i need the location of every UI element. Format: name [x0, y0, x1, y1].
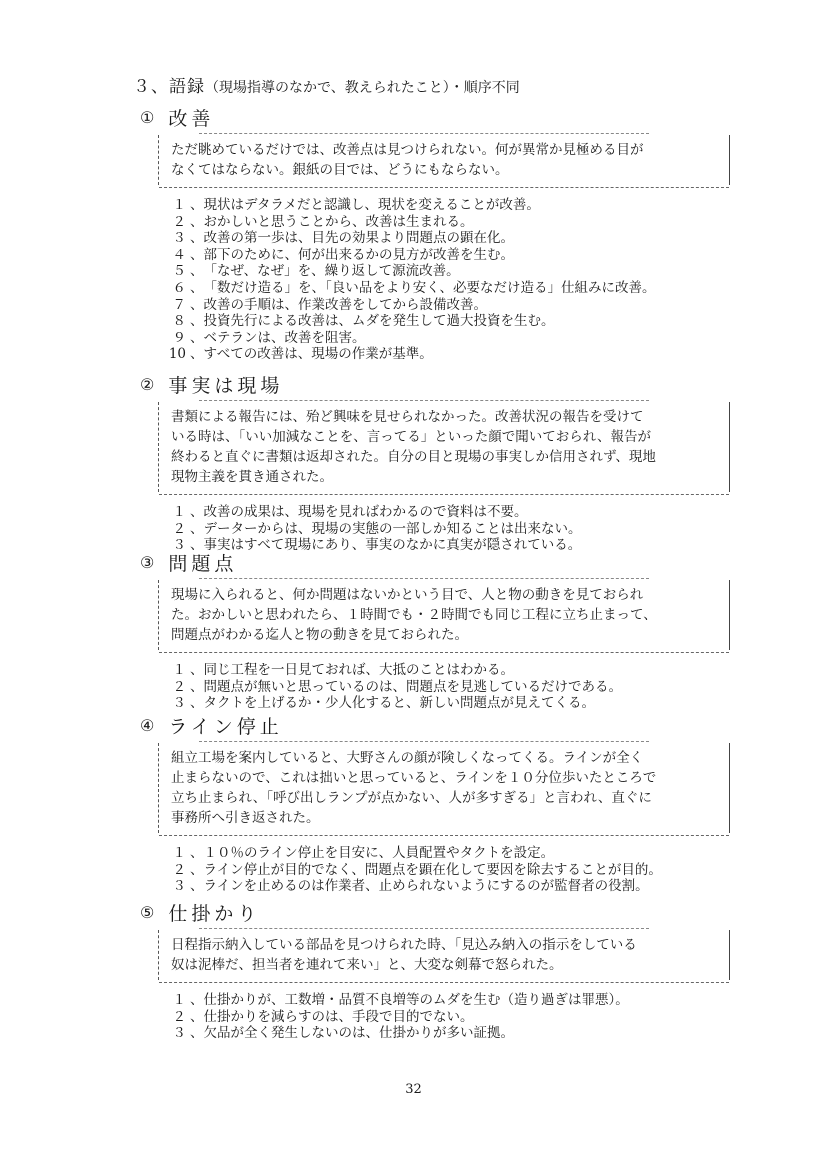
section-number: ③	[140, 552, 155, 572]
list-item-number: ７	[172, 296, 186, 313]
list-item-text: 改善の成果は、現場を見ればわかるので資料は不要。	[203, 504, 528, 520]
page-number: 32	[405, 1082, 422, 1097]
list-item	[158, 992, 730, 1009]
section-title	[140, 900, 730, 924]
list-separator: 、	[190, 678, 204, 695]
anecdote-line: 奴は泥棒だ、担当者を連れて来い」と、大変な剣幕で怒られた。	[171, 957, 563, 973]
list-item	[158, 679, 730, 696]
list-item	[158, 845, 730, 862]
list-separator: 、	[190, 537, 204, 554]
lesson-list	[158, 992, 730, 1042]
section-5	[140, 900, 730, 1042]
section-title	[140, 713, 730, 737]
anecdote-line: 現場に入られると、何か問題はないかという目で、人と物の動きを見ておられ	[171, 587, 644, 603]
list-item-text: 仕掛かりが、工数増・品質不良増等のムダを生む（造り過ぎは罪悪）。	[203, 992, 629, 1008]
list-item-text: 部下のために、何が出来るかの見方が改善を生む。	[203, 246, 514, 263]
anecdote-box	[158, 743, 730, 833]
list-separator: 、	[190, 504, 204, 520]
list-item-number: ３	[172, 695, 186, 712]
list-separator: 、	[190, 346, 204, 363]
list-item-text: 投資先行による改善は、ムダを発生して過大投資を生む。	[203, 313, 555, 330]
section-title	[140, 550, 730, 574]
list-item-number: １	[172, 662, 186, 678]
list-item-number: ３	[172, 1025, 186, 1042]
list-separator: 、	[190, 662, 204, 678]
list-item	[158, 504, 730, 521]
list-separator: 、	[190, 845, 204, 861]
anecdote-box	[158, 930, 730, 980]
list-item	[158, 862, 730, 879]
list-item	[158, 197, 730, 214]
anecdote-line: た。おかしいと思われたら、１時間でも・２時間でも同じ工程に立ち止まって、	[171, 607, 657, 623]
section-4	[140, 713, 730, 895]
list-separator: 、	[190, 313, 204, 330]
anecdote-box	[158, 580, 730, 650]
list-item	[158, 214, 730, 231]
anecdote-line: 終わると直ぐに書類は返却された。自分の目と現場の事実しか信用されず、現地	[171, 449, 656, 465]
list-separator: 、	[190, 230, 204, 247]
section-number: ④	[140, 715, 155, 735]
list-item	[158, 280, 730, 297]
list-item	[158, 230, 730, 247]
list-separator: 、	[190, 246, 204, 263]
lesson-list	[158, 845, 730, 895]
list-item-number: ８	[172, 313, 186, 330]
chapter-heading	[133, 72, 520, 97]
lesson-list	[158, 197, 730, 363]
anecdote-line: 止まらないので、これは拙いと思っていると、ラインを１０分位歩いたところで	[171, 770, 657, 786]
anecdote-line: なくてはならない。銀紙の目では、どうにもならない。	[171, 162, 509, 178]
section-title-text: ライン停止	[168, 715, 283, 738]
anecdote-line: 問題点がわかる迄人と物の動きを見ておられた。	[171, 627, 468, 643]
list-item-text: データーからは、現場の実態の一部しか知ることは出来ない。	[203, 520, 582, 537]
list-item-number: ６	[172, 279, 186, 296]
anecdote-line: 書類による報告には、殆ど興味を見せられなかった。改善状況の報告を受けて	[171, 409, 644, 425]
anecdote-line: 日程指示納入している部品を見つけられた時、「見込み納入の指示をしている	[171, 937, 637, 953]
list-item-text: タクトを上げるか・少人化すると、新しい問題点が見えてくる。	[203, 695, 595, 712]
section-title	[140, 105, 730, 129]
list-item-number: 10	[168, 346, 186, 363]
list-item-text: １０％のライン停止を目安に、人員配置やタクトを設定。	[203, 845, 555, 861]
section-1	[140, 105, 730, 363]
list-item-text: 事実はすべて現場にあり、事実のなかに真実が隠されている。	[203, 537, 582, 554]
section-number: ①	[140, 107, 155, 127]
list-separator: 、	[190, 197, 204, 213]
list-item-number: １	[172, 845, 186, 861]
anecdote-line: 立ち止まられ、「呼び出しランプが点かない、人が多すぎる」と言われ、直ぐに	[171, 790, 652, 806]
list-item-text: 「数だけ造る」を、「良い品をより安く、必要なだけ造る」仕組みに改善。	[203, 279, 656, 296]
list-item-number: １	[172, 992, 186, 1008]
list-item-text: すべての改善は、現場の作業が基準。	[203, 346, 433, 363]
list-item-number: ５	[172, 263, 186, 280]
list-item-text: 問題点が無いと思っているのは、問題点を見逃しているだけである。	[203, 678, 622, 695]
list-separator: 、	[190, 695, 204, 712]
section-title-text: 事実は現場	[168, 374, 284, 397]
list-item-text: 仕掛かりを減らすのは、手段で目的でない。	[203, 1008, 474, 1025]
list-item-number: ２	[172, 678, 186, 695]
list-item-text: 改善の第一歩は、目先の効果より問題点の顕在化。	[203, 230, 514, 247]
anecdote-line: ただ眺めているだけでは、改善点は見つけられない。何が異常か見極める目が	[171, 142, 644, 158]
section-number: ②	[140, 374, 155, 394]
list-separator: 、	[190, 1008, 204, 1025]
list-separator: 、	[190, 878, 204, 895]
list-item-number: ９	[172, 329, 186, 346]
list-item	[158, 297, 730, 314]
list-item-text: 現状はデタラメだと認識し、現状を変えることが改善。	[203, 197, 540, 213]
list-item	[158, 330, 730, 347]
list-item	[158, 1009, 730, 1026]
list-item	[158, 346, 730, 363]
list-item	[158, 1025, 730, 1042]
list-item-number: ２	[172, 1008, 186, 1025]
anecdote-line: いる時は、「いい加減なことを、言ってる」といった顔で聞いておられ、報告が	[171, 429, 652, 445]
section-number: ⑤	[140, 902, 155, 922]
heading-sub: （現場指導のなかで、教えられたこと）・順序不同	[205, 80, 520, 96]
heading-main: ３、語録	[133, 77, 205, 97]
list-item	[158, 263, 730, 280]
list-item	[158, 878, 730, 895]
section-title	[140, 372, 730, 396]
list-separator: 、	[190, 296, 204, 313]
lesson-list	[158, 504, 730, 554]
list-item-text: おかしいと思うことから、改善は生まれる。	[203, 213, 474, 230]
list-separator: 、	[190, 1025, 204, 1042]
section-title-text: 仕掛かり	[168, 902, 261, 925]
section-2	[140, 372, 730, 554]
list-item-text: 欠品が全く発生しないのは、仕掛かりが多い証拠。	[203, 1025, 514, 1042]
list-item-text: ライン停止が目的でなく、問題点を顕在化して要因を除去することが目的。	[203, 861, 662, 878]
list-item-number: ３	[172, 878, 186, 895]
list-item	[158, 662, 730, 679]
list-item-number: １	[172, 197, 186, 213]
list-item-text: ラインを止めるのは作業者、止められないようにするのが監督者の役割。	[203, 878, 649, 895]
list-item-text: ベテランは、改善を阻害。	[203, 329, 366, 346]
list-item-text: 「なぜ、なぜ」を、繰り返して源流改善。	[203, 263, 460, 280]
list-separator: 、	[190, 329, 204, 346]
list-item-text: 同じ工程を一日見ておれば、大抵のことはわかる。	[203, 662, 514, 678]
list-item-number: ４	[172, 246, 186, 263]
list-item-number: ３	[172, 537, 186, 554]
list-item	[158, 521, 730, 538]
list-separator: 、	[190, 213, 204, 230]
list-item	[158, 313, 730, 330]
section-title-text: 改善	[168, 107, 215, 130]
section-title-text: 問題点	[168, 552, 238, 575]
anecdote-line: 現物主義を貫き通された。	[171, 469, 333, 485]
list-item-number: １	[172, 504, 186, 520]
anecdote-box	[158, 135, 730, 185]
anecdote-box	[158, 402, 730, 492]
anecdote-line: 組立工場を案内していると、大野さんの顔が険しくなってくる。ラインが全く	[171, 750, 644, 766]
list-separator: 、	[190, 279, 204, 296]
list-item-number: ２	[172, 861, 186, 878]
list-item-number: ２	[172, 520, 186, 537]
list-item	[158, 695, 730, 712]
list-item-text: 改善の手順は、作業改善をしてから設備改善。	[203, 296, 487, 313]
list-item	[158, 247, 730, 264]
list-separator: 、	[190, 520, 204, 537]
list-item-number: ３	[172, 230, 186, 247]
anecdote-line: 事務所へ引き返された。	[171, 810, 320, 826]
list-separator: 、	[190, 861, 204, 878]
list-item-number: ２	[172, 213, 186, 230]
section-3	[140, 550, 730, 712]
list-separator: 、	[190, 992, 204, 1008]
list-separator: 、	[190, 263, 204, 280]
lesson-list	[158, 662, 730, 712]
